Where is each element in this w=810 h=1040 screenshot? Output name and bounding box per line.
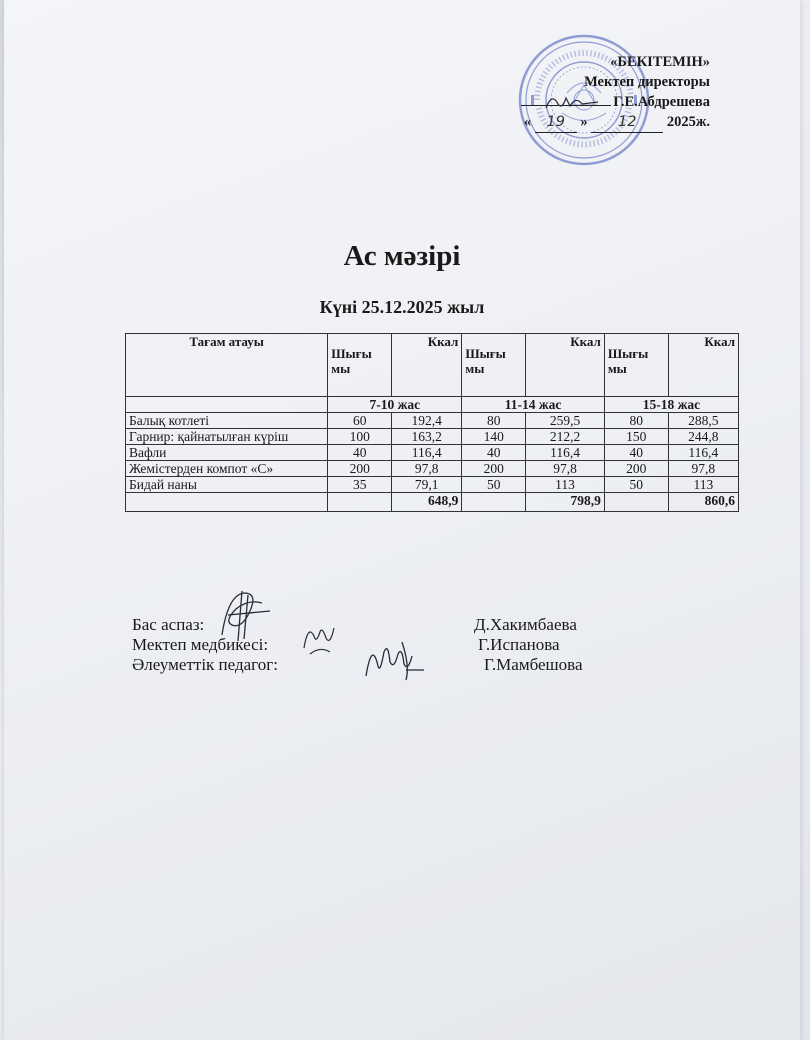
portion-cell: 140: [462, 429, 526, 445]
age-group-row: [126, 397, 739, 413]
signer-role: Әлеуметтік педагог:: [132, 655, 278, 674]
dish-name: Жемістерден компот «С»: [126, 461, 328, 477]
portion-cell: 200: [604, 461, 668, 477]
portion-cell: 50: [604, 477, 668, 493]
kcal-cell: 212,2: [526, 429, 605, 445]
kcal-cell: 192,4: [392, 413, 462, 429]
portion-cell: 150: [604, 429, 668, 445]
date-open-quote: «: [523, 114, 532, 130]
signer-name: Д.Хакимбаева: [474, 615, 577, 634]
kcal-cell: 259,5: [526, 413, 605, 429]
portion-cell: 40: [462, 445, 526, 461]
totals-spacer: [328, 493, 392, 512]
portion-cell: 200: [462, 461, 526, 477]
kcal-cell: 79,1: [392, 477, 462, 493]
table-row: [126, 429, 739, 445]
table-row: [126, 413, 739, 429]
kcal-cell: 116,4: [526, 445, 605, 461]
age-group-label: 7-10 жас: [328, 397, 462, 413]
approval-year: 2025ж.: [666, 114, 710, 130]
signer-role: Бас аспаз:: [132, 615, 205, 634]
table-row: [126, 477, 739, 493]
kcal-cell: 116,4: [392, 445, 462, 461]
kcal-cell: 97,8: [392, 461, 462, 477]
total-kcal: 648,9: [392, 493, 462, 512]
portion-cell: 80: [462, 413, 526, 429]
portion-cell: 40: [328, 445, 392, 461]
age-group-label: 15-18 жас: [604, 397, 738, 413]
kcal-cell: 113: [526, 477, 605, 493]
totals-spacer: [604, 493, 668, 512]
header-portion: Шығы мы: [604, 334, 668, 397]
totals-row: [126, 493, 739, 512]
director-signature: [542, 90, 602, 112]
page-title: Ас мәзірі: [343, 240, 461, 272]
age-group-label: 11-14 жас: [462, 397, 604, 413]
dish-name: Гарнир: қайнатылған күріш: [126, 429, 328, 445]
approval-position: Мектеп директоры: [584, 74, 710, 90]
date-close-quote: »: [580, 114, 588, 130]
dish-name: Балық котлеті: [126, 413, 328, 429]
signer-role: Мектеп медбикесі:: [132, 635, 269, 654]
approval-day: 19: [535, 112, 577, 133]
signer-name: Г.Мамбешова: [484, 655, 583, 674]
portion-cell: 100: [328, 429, 392, 445]
portion-cell: 60: [328, 413, 392, 429]
totals-spacer: [126, 493, 328, 512]
header-portion: Шығы мы: [462, 334, 526, 397]
header-kcal: Ккал: [668, 334, 738, 397]
document-sheet: [4, 0, 800, 1040]
kcal-cell: 97,8: [668, 461, 738, 477]
age-group-spacer: [126, 397, 328, 413]
kcal-cell: 244,8: [668, 429, 738, 445]
table-row: [126, 445, 739, 461]
pedagogue-signature: [362, 636, 426, 684]
portion-cell: 35: [328, 477, 392, 493]
approval-title: «БЕКІТЕМІН»: [610, 54, 710, 70]
portion-cell: 80: [604, 413, 668, 429]
approval-date-line: [521, 112, 710, 133]
dish-name: Вафли: [126, 445, 328, 461]
portion-cell: 50: [462, 477, 526, 493]
signer-row: [132, 655, 583, 675]
nurse-signature: [300, 618, 340, 658]
header-kcal: Ккал: [392, 334, 462, 397]
approval-signer: Г.Е.Абдрешева: [613, 94, 710, 110]
portion-cell: 200: [328, 461, 392, 477]
kcal-cell: 288,5: [668, 413, 738, 429]
total-kcal: 798,9: [526, 493, 605, 512]
totals-spacer: [462, 493, 526, 512]
kcal-cell: 113: [668, 477, 738, 493]
kcal-cell: 163,2: [392, 429, 462, 445]
signer-name: Г.Испанова: [478, 635, 560, 654]
header-kcal: Ккал: [526, 334, 605, 397]
table-header-row: [126, 334, 739, 397]
kcal-cell: 116,4: [668, 445, 738, 461]
chef-signature: [214, 585, 274, 645]
table-row: [126, 461, 739, 477]
menu-table: [125, 333, 739, 512]
kcal-cell: 97,8: [526, 461, 605, 477]
dish-name: Бидай наны: [126, 477, 328, 493]
header-portion: Шығы мы: [328, 334, 392, 397]
menu-date: Күні 25.12.2025 жыл: [319, 297, 485, 317]
approval-month: 12: [591, 112, 663, 133]
portion-cell: 40: [604, 445, 668, 461]
total-kcal: 860,6: [668, 493, 738, 512]
header-dish-name: Тағам атауы: [126, 334, 328, 397]
